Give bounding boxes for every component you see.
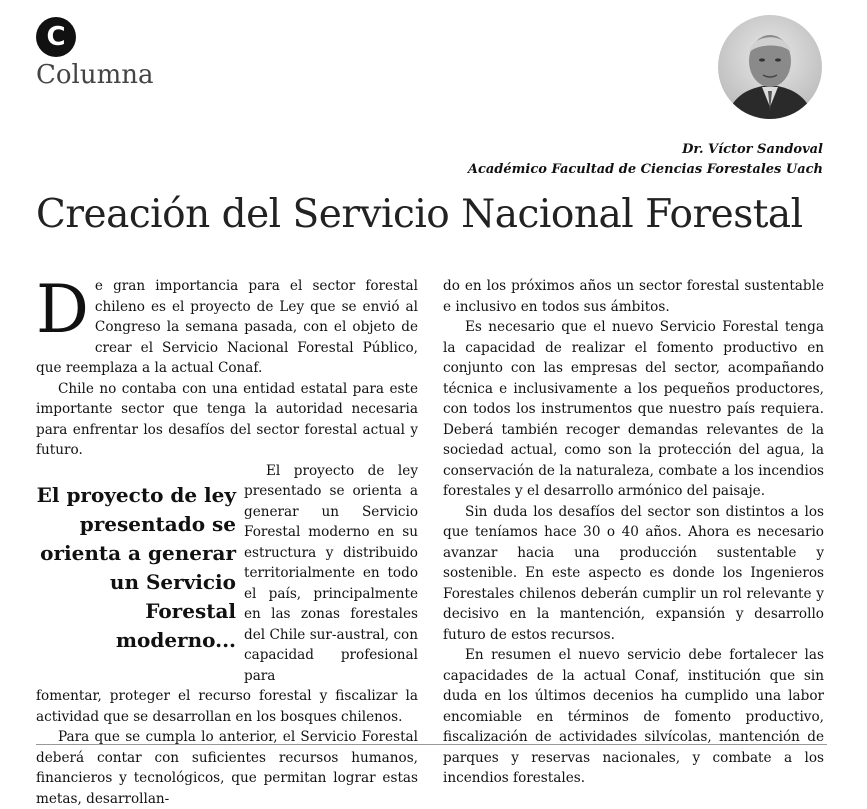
author-name: Dr. Víctor Sandoval	[682, 142, 823, 157]
paragraph-intro: De gran importancia para el sector forestal chileno es el proyecto de Ley que se envió al Congreso la semana pasada, con el objeto de crear el Servicio Nacional Forestal Público, que reemplaza a la actual Conaf.	[36, 271, 418, 376]
article-column-right	[443, 276, 824, 789]
paragraph: do en los próximos años un sector forestal sustentable e inclusivo en todos sus ámbitos.	[443, 278, 824, 315]
article-title: Creación del Servicio Nacional Forestal	[36, 192, 803, 237]
paragraph: Chile no contaba con una entidad estatal para este importante sector que tenga la autoridad necesaria para enfrentar los desafíos del sector forestal actual y futuro.	[36, 380, 418, 458]
paragraph: Es necesario que el nuevo Servicio Forestal tenga la capacidad de realizar el fomento productivo en conjunto con las empresas del sector, acompañando técnica e inclusivamente a los pequeños productores, con todos los instrumentos que nuestro país requiera. Deberá también recoger demandas relevantes de la sociedad actual, como son la protección del agua, la conservación de la naturaleza, combate a los incendios forestales y el desarrollo armónico del paisaje.	[443, 319, 824, 499]
paragraph: Sin duda los desafíos del sector son distintos a los que teníamos hace 30 o 40 años. Ahora es necesario avanzar hacia una producción sustentable y sostenible. En este aspecto es donde los Ingenieros Forestales chilenos deberán cumplir un rol relevante y decisivo en la mantención, expansión y desarrollo futuro de estos recursos.	[443, 503, 824, 643]
author-title: Académico Facultad de Ciencias Forestales Uach	[467, 162, 823, 177]
paragraph: fomentar, proteger el recurso forestal y fiscalizar la actividad que se desarrollan en los bosques chilenos.	[36, 688, 418, 725]
pull-quote: El proyecto de ley presentado se orienta a generar un Servicio Forestal moderno...	[36, 482, 236, 652]
pull-quote-block	[36, 461, 418, 687]
author-photo	[718, 15, 822, 119]
section-label: Columna	[36, 60, 154, 90]
bottom-rule	[36, 744, 827, 745]
paragraph: El proyecto de ley presentado se orienta a generar un Servicio Forestal moderno en su estructura y distribuido territorialmente en todo el país, principalmente en las zonas forestales del Chile sur-austral, con capacidad profesional para	[244, 462, 418, 684]
paragraph: Para que se cumpla lo anterior, el Servicio Forestal deberá contar con suficientes recursos humanos, financieros y tecnológicos, que permitan lograr estas metas, desarrollan-	[36, 729, 418, 807]
paragraph: En resumen el nuevo servicio debe fortalecer las capacidades de la actual Conaf, institución que sin duda en los últimos decenios ha cumplido una labor encomiable en términos de fomento productivo, fiscalización de actividades silvícolas, mantención de parques y reservas nacionales, y combate a los incendios forestales.	[443, 647, 824, 786]
article-column-left	[36, 271, 418, 809]
byline	[468, 140, 823, 180]
drop-cap: D	[36, 271, 89, 348]
column-badge: C	[36, 17, 76, 57]
